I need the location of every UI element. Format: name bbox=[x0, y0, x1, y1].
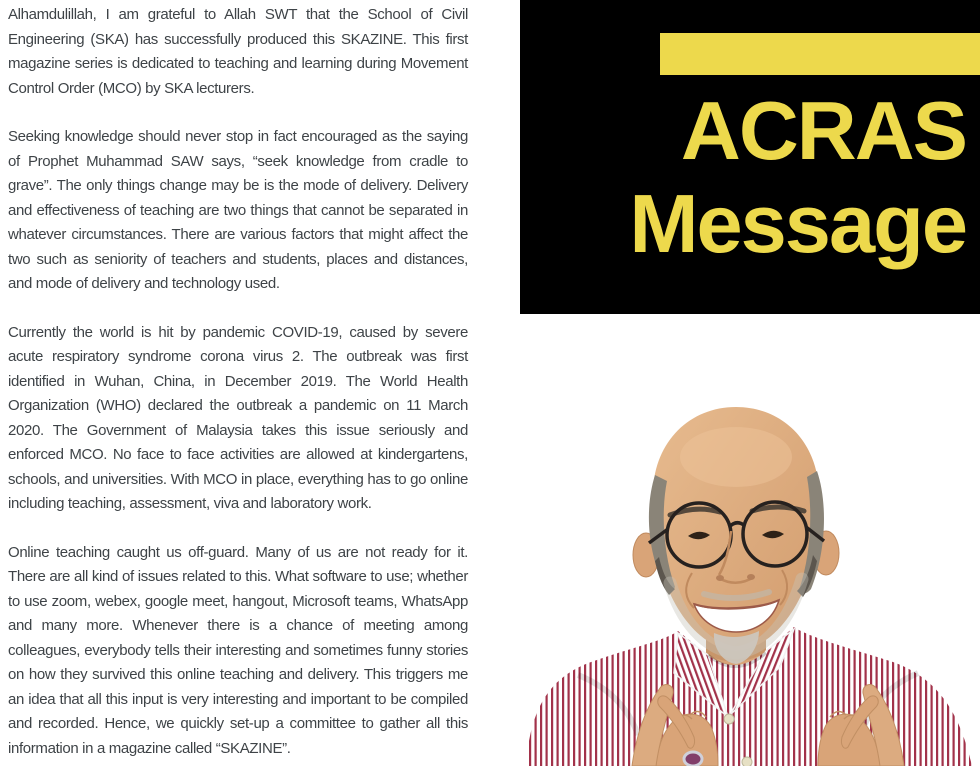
article-paragraph-1: Alhamdulillah, I am grateful to Allah SWT that the School of Civil Engineering (SKA) has successfully produced this SKAZINE. This first magazine series is dedicated to teaching and learning during Movement Control Order (MCO) by SKA lecturers. bbox=[8, 6, 468, 97]
shirt-button bbox=[724, 714, 734, 724]
portrait-photo bbox=[518, 315, 980, 766]
article-text-column bbox=[8, 3, 468, 766]
ring bbox=[684, 752, 702, 766]
title-panel bbox=[520, 0, 980, 314]
article-paragraph-4: Online teaching caught us off-guard. Many of us are not ready for it. There are all kind of issues related to this. What software to use; whether to use zoom, webex, google meet, hangout, Microsoft teams, WhatsApp and many more. Whenever there is a chance of meeting among colleagues, everybody tells their interesting and sometimes funny stories on how they survived this online teaching and delivery. This triggers me an idea that all this input is very interesting and important to be compiled and recorded. Hence, we quickly set-up a committee to gather all this information in a magazine called “SKAZINE”. bbox=[8, 543, 468, 757]
section-title-line2: Message bbox=[629, 177, 966, 270]
article-paragraph-3: Currently the world is hit by pandemic COVID-19, caused by severe acute respiratory syndrome corona virus 2. The outbreak was first identified in Wuhan, China, in December 2019. The World Health Organization (WHO) declared the outbreak a pandemic on 11 March 2020. The Government of Malaysia takes this issue seriously and enforced MCO. No face to face activities are allowed at kindergartens, schools, and universities. With MCO in place, everything has to go online including teaching, assessment, viva and laboratory work. bbox=[8, 323, 468, 512]
shirt-button bbox=[742, 757, 752, 766]
face bbox=[633, 407, 839, 664]
section-title bbox=[629, 84, 966, 270]
section-title-line1: ACRAS bbox=[680, 84, 966, 177]
article-paragraph-2: Seeking knowledge should never stop in fact encouraged as the saying of Prophet Muhammad SAW says, “seek knowledge from cradle to grave”. The only things change may be is the mode of delivery. Delivery and effectiveness of teaching are two things that cannot be separated in whatever circumstances. There are various factors that might affect the two such as seniority of teachers and students, places and distances, and mode of delivery and technology used. bbox=[8, 128, 468, 292]
accent-bar bbox=[660, 33, 980, 75]
